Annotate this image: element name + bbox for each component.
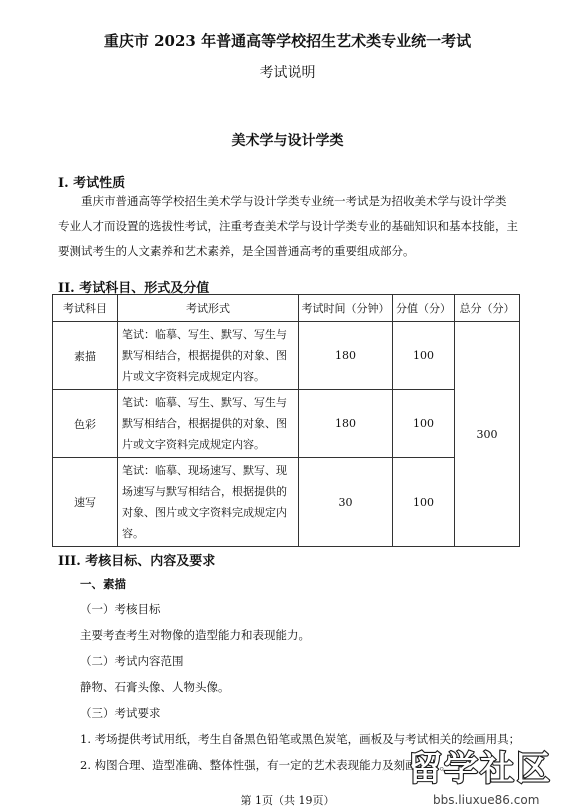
section1-line-1: 重庆市普通高等学校招生美术学与设计学类专业统一考试是为招收美术学与设计学类	[81, 194, 507, 208]
section3-heading: III. 考核目标、内容及要求	[58, 554, 216, 569]
section3-sub-sketch: 一、素描	[80, 577, 126, 591]
cell-form	[118, 322, 299, 390]
cell-score: 100	[393, 458, 455, 547]
header-cell-subject: 考试科目	[53, 295, 118, 322]
watermark-logo-text: 留学社区	[408, 749, 552, 789]
subject-title: 美术学与设计学类	[231, 133, 344, 149]
cell-form	[118, 390, 299, 458]
cell-score: 100	[393, 322, 455, 390]
cell-time: 180	[299, 322, 393, 390]
document-title: 重庆市 2023 年普通高等学校招生艺术类专业统一考试	[103, 32, 472, 50]
table-row	[53, 458, 520, 547]
section1-line-2: 专业人才而设置的选拔性考试，注重考查美术学与设计学类专业的基础知识和基本技能，主	[58, 219, 518, 233]
header-cell-total: 总分（分）	[455, 295, 520, 322]
table-header-row	[53, 295, 520, 322]
section1-heading: I. 考试性质	[58, 176, 126, 191]
cell-score: 100	[393, 390, 455, 458]
document-subtitle: 考试说明	[259, 65, 316, 81]
form-line: 默写相结合，根据提供的对象、图	[122, 349, 287, 362]
table-row	[53, 322, 520, 390]
form-line: 默写相结合，根据提供的对象、图	[122, 417, 287, 430]
header-cell-score: 分值（分）	[393, 295, 455, 322]
exam-table	[52, 294, 520, 547]
cell-subject: 速写	[53, 458, 118, 547]
section1-paragraph	[58, 189, 528, 264]
item1-text: 主要考查考生对物像的造型能力和表现能力。	[80, 628, 310, 642]
cell-subject: 色彩	[53, 390, 118, 458]
form-line: 笔试：临摹、写生、默写、写生与	[122, 396, 287, 409]
section1-line-3: 要测试考生的人文素养和艺术素养，是全国普通高考的重要组成部分。	[58, 244, 415, 258]
form-line: 笔试：临摹、现场速写、默写、现	[122, 464, 287, 477]
page-footer: 第 1页（共 19页）	[240, 794, 335, 807]
table-row	[53, 390, 520, 458]
cell-time: 180	[299, 390, 393, 458]
requirement-2: 2. 构图合理、造型准确、整体性强，有一定的艺术表现能力及刻画能力。	[80, 758, 452, 772]
item3-heading: （三）考试要求	[80, 706, 161, 720]
watermark-url-text: bbs.liuxue86.com	[433, 793, 540, 807]
cell-subject: 素描	[53, 322, 118, 390]
item2-heading: （二）考试内容范围	[80, 654, 184, 668]
section2-heading: II. 考试科目、形式及分值	[58, 281, 210, 296]
cell-time: 30	[299, 458, 393, 547]
item1-heading: （一）考核目标	[80, 602, 161, 616]
form-line: 容。	[122, 527, 144, 540]
form-line: 片或文字资料完成规定内容。	[122, 370, 265, 383]
form-line: 场速写与默写相结合，根据提供的	[122, 485, 287, 498]
item2-text: 静物、石膏头像、人物头像。	[80, 680, 230, 694]
form-line: 笔试：临摹、写生、默写、写生与	[122, 328, 287, 341]
cell-total: 300	[455, 322, 520, 547]
header-cell-time: 考试时间（分钟）	[299, 295, 393, 322]
form-line: 对象、图片或文字资料完成规定内	[122, 506, 287, 519]
header-cell-form: 考试形式	[118, 295, 299, 322]
cell-form	[118, 458, 299, 547]
form-line: 片或文字资料完成规定内容。	[122, 438, 265, 451]
requirement-1: 1. 考场提供考试用纸，考生自备黑色铅笔或黑色炭笔，画板及与考试相关的绘画用具；	[80, 732, 521, 746]
